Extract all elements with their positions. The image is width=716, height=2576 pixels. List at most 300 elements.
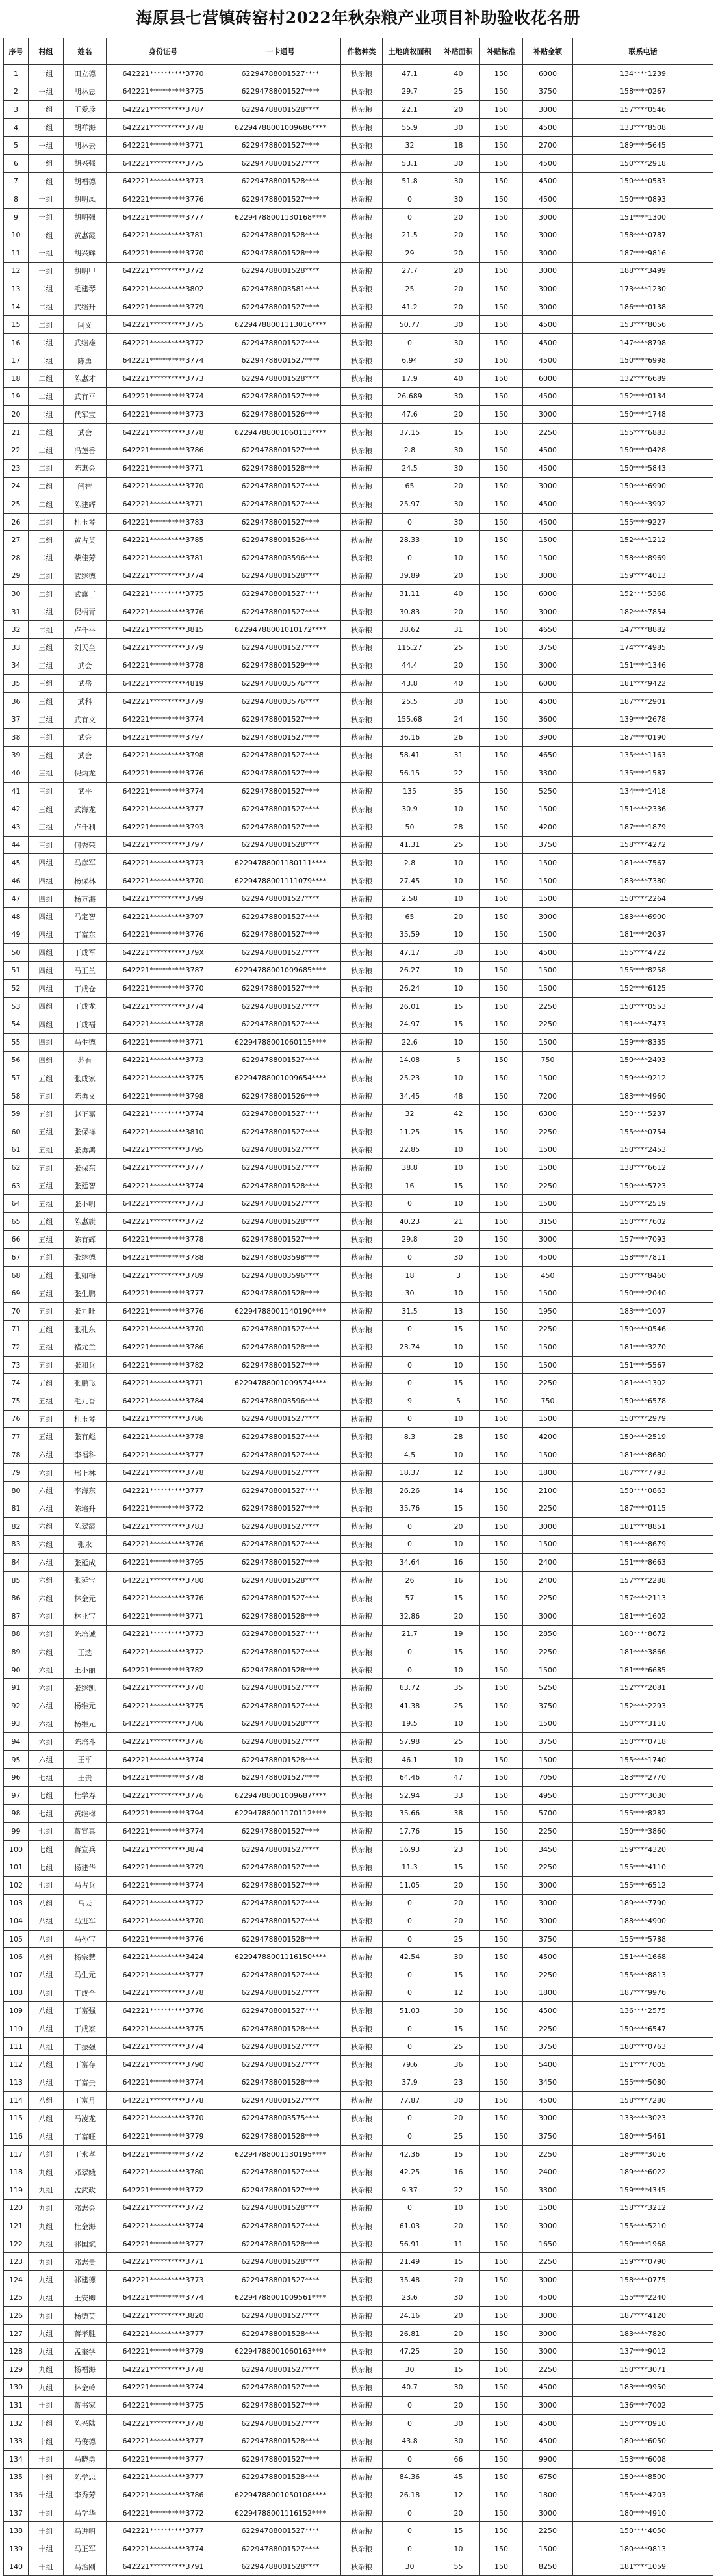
cell-card-number: 62294788001527**** bbox=[220, 441, 341, 460]
cell-land-area: 57 bbox=[383, 1589, 437, 1607]
cell-subsidy-amount: 4500 bbox=[523, 333, 573, 352]
cell-subsidy-standard: 150 bbox=[480, 83, 523, 101]
cell-subsidy-amount: 7200 bbox=[523, 1087, 573, 1105]
cell-card-number: 62294788001180111**** bbox=[220, 854, 341, 872]
cell-group: 二组 bbox=[29, 387, 64, 406]
cell-subsidy-area: 30 bbox=[437, 2002, 480, 2020]
cell-seq: 98 bbox=[4, 1804, 29, 1823]
cell-group: 四组 bbox=[29, 997, 64, 1015]
cell-subsidy-amount: 3000 bbox=[523, 1607, 573, 1626]
cell-subsidy-standard: 150 bbox=[480, 1015, 523, 1034]
cell-crop-type: 秋杂粮 bbox=[341, 2163, 383, 2181]
table-row bbox=[4, 298, 713, 316]
cell-id-number: 642221**********3788 bbox=[107, 1249, 220, 1267]
cell-name: 丁富东 bbox=[64, 926, 107, 944]
cell-subsidy-standard: 150 bbox=[480, 1141, 523, 1159]
cell-subsidy-standard: 150 bbox=[480, 907, 523, 926]
cell-land-area: 56.91 bbox=[383, 2235, 437, 2253]
cell-land-area: 79.6 bbox=[383, 2055, 437, 2074]
cell-card-number: 62294788001527**** bbox=[220, 2414, 341, 2432]
cell-subsidy-standard: 150 bbox=[480, 2092, 523, 2110]
cell-land-area: 18.37 bbox=[383, 1464, 437, 1482]
cell-card-number: 62294788001527**** bbox=[220, 764, 341, 783]
cell-subsidy-amount: 1500 bbox=[523, 1535, 573, 1554]
table-row bbox=[4, 2307, 713, 2325]
cell-card-number: 62294788001526**** bbox=[220, 406, 341, 424]
cell-subsidy-area: 25 bbox=[437, 1697, 480, 1715]
cell-id-number: 642221**********3775 bbox=[107, 2397, 220, 2415]
cell-subsidy-amount: 1500 bbox=[523, 2199, 573, 2217]
cell-subsidy-standard: 150 bbox=[480, 1302, 523, 1320]
cell-name: 黄惠霞 bbox=[64, 226, 107, 244]
table-row bbox=[4, 1697, 713, 1715]
cell-subsidy-area: 30 bbox=[437, 2378, 480, 2397]
cell-subsidy-standard: 150 bbox=[480, 154, 523, 172]
cell-subsidy-area: 12 bbox=[437, 1984, 480, 2002]
table-row bbox=[4, 2038, 713, 2056]
table-row bbox=[4, 585, 713, 603]
cell-land-area: 0 bbox=[383, 2504, 437, 2522]
cell-subsidy-standard: 150 bbox=[480, 746, 523, 764]
cell-subsidy-area: 15 bbox=[437, 1823, 480, 1841]
cell-seq: 89 bbox=[4, 1643, 29, 1661]
cell-land-area: 30 bbox=[383, 2558, 437, 2576]
cell-subsidy-area: 48 bbox=[437, 1087, 480, 1105]
cell-land-area: 0 bbox=[383, 2199, 437, 2217]
cell-crop-type: 秋杂粮 bbox=[341, 1571, 383, 1589]
cell-land-area: 35.48 bbox=[383, 2271, 437, 2289]
cell-crop-type: 秋杂粮 bbox=[341, 1159, 383, 1177]
cell-crop-type: 秋杂粮 bbox=[341, 352, 383, 370]
cell-group: 二组 bbox=[29, 333, 64, 352]
cell-phone: 150****2519 bbox=[573, 1195, 713, 1213]
cell-card-number: 62294788003598**** bbox=[220, 1249, 341, 1267]
cell-seq: 30 bbox=[4, 585, 29, 603]
cell-crop-type: 秋杂粮 bbox=[341, 333, 383, 352]
cell-crop-type: 秋杂粮 bbox=[341, 1750, 383, 1769]
cell-subsidy-amount: 750 bbox=[523, 1051, 573, 1069]
cell-crop-type: 秋杂粮 bbox=[341, 1464, 383, 1482]
cell-land-area: 25.23 bbox=[383, 1069, 437, 1087]
cell-card-number: 62294788001527**** bbox=[220, 944, 341, 962]
cell-id-number: 642221**********3774 bbox=[107, 2378, 220, 2397]
cell-group: 十组 bbox=[29, 2486, 64, 2504]
cell-id-number: 642221**********3776 bbox=[107, 1733, 220, 1751]
cell-subsidy-standard: 150 bbox=[480, 1356, 523, 1374]
cell-subsidy-area: 15 bbox=[437, 2361, 480, 2379]
cell-crop-type: 秋杂粮 bbox=[341, 2271, 383, 2289]
cell-subsidy-area: 23 bbox=[437, 1840, 480, 1858]
table-row bbox=[4, 2522, 713, 2540]
cell-group: 八组 bbox=[29, 1912, 64, 1931]
cell-id-number: 642221**********3777 bbox=[107, 208, 220, 226]
cell-subsidy-amount: 1500 bbox=[523, 1338, 573, 1357]
cell-seq: 33 bbox=[4, 639, 29, 657]
cell-subsidy-area: 19 bbox=[437, 1625, 480, 1643]
cell-land-area: 34.64 bbox=[383, 1554, 437, 1572]
cell-land-area: 9 bbox=[383, 1392, 437, 1410]
cell-land-area: 11.25 bbox=[383, 1123, 437, 1141]
cell-subsidy-standard: 150 bbox=[480, 1643, 523, 1661]
cell-subsidy-standard: 150 bbox=[480, 1769, 523, 1787]
cell-name: 丁富存 bbox=[64, 2055, 107, 2074]
table-row bbox=[4, 65, 713, 83]
cell-crop-type: 秋杂粮 bbox=[341, 1804, 383, 1823]
cell-card-number: 62294788001528**** bbox=[220, 836, 341, 854]
cell-seq: 44 bbox=[4, 836, 29, 854]
cell-subsidy-standard: 150 bbox=[480, 1948, 523, 1966]
cell-phone: 150****2519 bbox=[573, 1428, 713, 1446]
cell-subsidy-area: 10 bbox=[437, 800, 480, 818]
cell-subsidy-standard: 150 bbox=[480, 2271, 523, 2289]
cell-subsidy-amount: 3000 bbox=[523, 262, 573, 280]
cell-subsidy-area: 10 bbox=[437, 1535, 480, 1554]
cell-group: 四组 bbox=[29, 890, 64, 908]
cell-land-area: 0 bbox=[383, 1374, 437, 1392]
cell-group: 五组 bbox=[29, 1177, 64, 1195]
cell-phone: 150****5843 bbox=[573, 460, 713, 478]
cell-group: 三组 bbox=[29, 710, 64, 729]
cell-subsidy-standard: 150 bbox=[480, 1123, 523, 1141]
cell-subsidy-standard: 150 bbox=[480, 836, 523, 854]
cell-group: 三组 bbox=[29, 764, 64, 783]
cell-phone: 181****3270 bbox=[573, 1338, 713, 1357]
cell-subsidy-standard: 150 bbox=[480, 1320, 523, 1338]
cell-subsidy-area: 10 bbox=[437, 1141, 480, 1159]
cell-card-number: 62294788001527**** bbox=[220, 495, 341, 514]
cell-phone: 150****0863 bbox=[573, 1481, 713, 1500]
cell-card-number: 62294788001060115**** bbox=[220, 1034, 341, 1052]
cell-group: 九组 bbox=[29, 2235, 64, 2253]
cell-subsidy-standard: 150 bbox=[480, 1159, 523, 1177]
cell-phone: 180****5461 bbox=[573, 2127, 713, 2146]
cell-group: 四组 bbox=[29, 1051, 64, 1069]
table-row bbox=[4, 2092, 713, 2110]
table-row bbox=[4, 495, 713, 514]
cell-subsidy-amount: 1500 bbox=[523, 1356, 573, 1374]
cell-name: 马凌龙 bbox=[64, 2109, 107, 2127]
cell-id-number: 642221**********3776 bbox=[107, 926, 220, 944]
cell-group: 五组 bbox=[29, 1410, 64, 1428]
cell-id-number: 642221**********3772 bbox=[107, 262, 220, 280]
cell-subsidy-standard: 150 bbox=[480, 1589, 523, 1607]
table-row bbox=[4, 961, 713, 980]
cell-land-area: 30.9 bbox=[383, 800, 437, 818]
cell-seq: 55 bbox=[4, 1034, 29, 1052]
cell-card-number: 62294788001527**** bbox=[220, 1679, 341, 1697]
cell-card-number: 62294788001527**** bbox=[220, 1500, 341, 1518]
cell-card-number: 62294788001527**** bbox=[220, 926, 341, 944]
cell-subsidy-amount: 2250 bbox=[523, 1320, 573, 1338]
cell-seq: 107 bbox=[4, 1966, 29, 1984]
cell-land-area: 25 bbox=[383, 280, 437, 298]
cell-seq: 85 bbox=[4, 1571, 29, 1589]
cell-group: 七组 bbox=[29, 1858, 64, 1877]
cell-card-number: 62294788001528**** bbox=[220, 1284, 341, 1303]
cell-subsidy-amount: 4500 bbox=[523, 118, 573, 137]
cell-group: 八组 bbox=[29, 2038, 64, 2056]
cell-phone: 152****2081 bbox=[573, 1679, 713, 1697]
cell-subsidy-area: 30 bbox=[437, 2414, 480, 2432]
cell-subsidy-standard: 150 bbox=[480, 1428, 523, 1446]
cell-subsidy-amount: 1500 bbox=[523, 1159, 573, 1177]
cell-land-area: 41.31 bbox=[383, 836, 437, 854]
cell-group: 八组 bbox=[29, 1948, 64, 1966]
cell-group: 一组 bbox=[29, 118, 64, 137]
cell-subsidy-standard: 150 bbox=[480, 1912, 523, 1931]
cell-group: 五组 bbox=[29, 1069, 64, 1087]
cell-land-area: 47.1 bbox=[383, 65, 437, 83]
cell-subsidy-amount: 3750 bbox=[523, 836, 573, 854]
cell-land-area: 0 bbox=[383, 2450, 437, 2468]
table-row bbox=[4, 1733, 713, 1751]
cell-seq: 117 bbox=[4, 2145, 29, 2163]
cell-id-number: 642221**********3774 bbox=[107, 387, 220, 406]
cell-id-number: 642221**********3778 bbox=[107, 2092, 220, 2110]
cell-subsidy-amount: 6000 bbox=[523, 585, 573, 603]
cell-phone: 151****1668 bbox=[573, 1948, 713, 1966]
cell-seq: 21 bbox=[4, 423, 29, 441]
cell-name: 武继升 bbox=[64, 298, 107, 316]
cell-land-area: 43.8 bbox=[383, 675, 437, 693]
cell-name: 张鹏飞 bbox=[64, 1374, 107, 1392]
table-row bbox=[4, 460, 713, 478]
cell-subsidy-amount: 2250 bbox=[523, 2361, 573, 2379]
table-row bbox=[4, 2378, 713, 2397]
cell-subsidy-area: 15 bbox=[437, 1966, 480, 1984]
table-row bbox=[4, 2486, 713, 2504]
cell-id-number: 642221**********3799 bbox=[107, 890, 220, 908]
cell-crop-type: 秋杂粮 bbox=[341, 2343, 383, 2361]
cell-subsidy-amount: 3000 bbox=[523, 226, 573, 244]
cell-subsidy-standard: 150 bbox=[480, 1034, 523, 1052]
cell-seq: 92 bbox=[4, 1697, 29, 1715]
cell-card-number: 62294788001528**** bbox=[220, 2253, 341, 2271]
cell-seq: 78 bbox=[4, 1446, 29, 1464]
cell-phone: 181****1602 bbox=[573, 1607, 713, 1626]
cell-seq: 49 bbox=[4, 926, 29, 944]
table-row bbox=[4, 1858, 713, 1877]
cell-subsidy-amount: 4500 bbox=[523, 2432, 573, 2451]
cell-group: 五组 bbox=[29, 1249, 64, 1267]
cell-crop-type: 秋杂粮 bbox=[341, 907, 383, 926]
cell-subsidy-standard: 150 bbox=[480, 1625, 523, 1643]
cell-name: 武海龙 bbox=[64, 800, 107, 818]
cell-card-number: 62294788001527**** bbox=[220, 818, 341, 836]
cell-subsidy-standard: 150 bbox=[480, 1177, 523, 1195]
table-row bbox=[4, 675, 713, 693]
cell-subsidy-standard: 150 bbox=[480, 406, 523, 424]
cell-land-area: 0 bbox=[383, 1356, 437, 1374]
cell-card-number: 62294788001527**** bbox=[220, 1984, 341, 2002]
cell-subsidy-area: 10 bbox=[437, 926, 480, 944]
cell-group: 三组 bbox=[29, 818, 64, 836]
cell-seq: 103 bbox=[4, 1894, 29, 1912]
cell-crop-type: 秋杂粮 bbox=[341, 477, 383, 495]
cell-id-number: 642221**********3773 bbox=[107, 1195, 220, 1213]
cell-land-area: 135 bbox=[383, 782, 437, 800]
cell-land-area: 0 bbox=[383, 1894, 437, 1912]
cell-seq: 53 bbox=[4, 997, 29, 1015]
cell-phone: 158****8969 bbox=[573, 549, 713, 567]
cell-subsidy-amount: 4500 bbox=[523, 495, 573, 514]
cell-subsidy-amount: 2250 bbox=[523, 2145, 573, 2163]
table-row bbox=[4, 2432, 713, 2451]
cell-phone: 150****0553 bbox=[573, 997, 713, 1015]
cell-subsidy-standard: 150 bbox=[480, 2181, 523, 2200]
cell-subsidy-area: 10 bbox=[437, 531, 480, 549]
cell-subsidy-area: 30 bbox=[437, 172, 480, 190]
cell-phone: 181****8851 bbox=[573, 1518, 713, 1536]
table-row bbox=[4, 818, 713, 836]
cell-subsidy-area: 25 bbox=[437, 2038, 480, 2056]
table-row bbox=[4, 997, 713, 1015]
cell-group: 七组 bbox=[29, 1769, 64, 1787]
cell-subsidy-standard: 150 bbox=[480, 1679, 523, 1697]
cell-phone: 150****2040 bbox=[573, 1284, 713, 1303]
cell-land-area: 40.7 bbox=[383, 2378, 437, 2397]
cell-card-number: 62294788001526**** bbox=[220, 1087, 341, 1105]
cell-card-number: 62294788001527**** bbox=[220, 782, 341, 800]
cell-phone: 150****2493 bbox=[573, 1051, 713, 1069]
cell-group: 九组 bbox=[29, 2361, 64, 2379]
cell-card-number: 62294788001528**** bbox=[220, 1750, 341, 1769]
cell-crop-type: 秋杂粮 bbox=[341, 1284, 383, 1303]
cell-card-number: 62294788001528**** bbox=[220, 2468, 341, 2486]
cell-land-area: 55.9 bbox=[383, 118, 437, 137]
table-row bbox=[4, 1571, 713, 1589]
cell-crop-type: 秋杂粮 bbox=[341, 262, 383, 280]
cell-crop-type: 秋杂粮 bbox=[341, 441, 383, 460]
cell-crop-type: 秋杂粮 bbox=[341, 1984, 383, 2002]
cell-id-number: 642221**********3786 bbox=[107, 2486, 220, 2504]
cell-seq: 7 bbox=[4, 172, 29, 190]
cell-id-number: 642221**********3776 bbox=[107, 1589, 220, 1607]
cell-id-number: 642221**********3797 bbox=[107, 836, 220, 854]
cell-crop-type: 秋杂粮 bbox=[341, 1069, 383, 1087]
cell-group: 七组 bbox=[29, 1823, 64, 1841]
cell-card-number: 62294788001170112**** bbox=[220, 1804, 341, 1823]
table-row bbox=[4, 872, 713, 890]
table-row bbox=[4, 1679, 713, 1697]
cell-id-number: 642221**********3777 bbox=[107, 1446, 220, 1464]
table-row bbox=[4, 83, 713, 101]
cell-id-number: 642221**********3781 bbox=[107, 226, 220, 244]
cell-subsidy-area: 10 bbox=[437, 549, 480, 567]
cell-card-number: 62294788001528**** bbox=[220, 2432, 341, 2451]
cell-id-number: 642221**********3777 bbox=[107, 2468, 220, 2486]
cell-card-number: 62294788001528**** bbox=[220, 2235, 341, 2253]
cell-seq: 40 bbox=[4, 764, 29, 783]
cell-phone: 150****3992 bbox=[573, 495, 713, 514]
cell-card-number: 62294788001527**** bbox=[220, 1966, 341, 1984]
cell-phone: 158****0787 bbox=[573, 226, 713, 244]
cell-name: 武平 bbox=[64, 782, 107, 800]
cell-subsidy-standard: 150 bbox=[480, 387, 523, 406]
cell-seq: 64 bbox=[4, 1195, 29, 1213]
cell-id-number: 642221**********3777 bbox=[107, 800, 220, 818]
table-row bbox=[4, 387, 713, 406]
cell-id-number: 642221**********3782 bbox=[107, 1356, 220, 1374]
cell-subsidy-amount: 1500 bbox=[523, 980, 573, 998]
cell-seq: 51 bbox=[4, 961, 29, 980]
table-row bbox=[4, 513, 713, 531]
cell-subsidy-area: 35 bbox=[437, 1679, 480, 1697]
cell-name: 马正军 bbox=[64, 2540, 107, 2558]
cell-seq: 31 bbox=[4, 603, 29, 621]
cell-land-area: 63.72 bbox=[383, 1679, 437, 1697]
cell-subsidy-standard: 150 bbox=[480, 2558, 523, 2576]
cell-subsidy-amount: 2250 bbox=[523, 997, 573, 1015]
cell-subsidy-area: 10 bbox=[437, 2199, 480, 2217]
cell-id-number: 642221**********3782 bbox=[107, 1661, 220, 1679]
table-row bbox=[4, 2002, 713, 2020]
cell-group: 一组 bbox=[29, 208, 64, 226]
cell-subsidy-area: 24 bbox=[437, 710, 480, 729]
cell-subsidy-area: 15 bbox=[437, 997, 480, 1015]
cell-subsidy-amount: 2250 bbox=[523, 2020, 573, 2038]
cell-name: 胡兴强 bbox=[64, 154, 107, 172]
table-row bbox=[4, 2181, 713, 2200]
cell-id-number: 642221**********3776 bbox=[107, 764, 220, 783]
cell-phone: 150****0718 bbox=[573, 1733, 713, 1751]
cell-crop-type: 秋杂粮 bbox=[341, 1410, 383, 1428]
cell-name: 张延成 bbox=[64, 1554, 107, 1572]
cell-name: 丁振强 bbox=[64, 2038, 107, 2056]
cell-group: 九组 bbox=[29, 2271, 64, 2289]
cell-name: 杜玉琴 bbox=[64, 1410, 107, 1428]
cell-card-number: 62294788003575**** bbox=[220, 2109, 341, 2127]
cell-id-number: 642221**********3781 bbox=[107, 549, 220, 567]
cell-subsidy-amount: 3450 bbox=[523, 2074, 573, 2092]
cell-land-area: 11.05 bbox=[383, 1876, 437, 1894]
cell-card-number: 62294788001528**** bbox=[220, 262, 341, 280]
cell-seq: 100 bbox=[4, 1840, 29, 1858]
cell-name: 王选 bbox=[64, 1643, 107, 1661]
cell-id-number: 642221**********3774 bbox=[107, 2217, 220, 2235]
cell-crop-type: 秋杂粮 bbox=[341, 1195, 383, 1213]
cell-subsidy-area: 10 bbox=[437, 854, 480, 872]
cell-crop-type: 秋杂粮 bbox=[341, 423, 383, 441]
cell-subsidy-standard: 150 bbox=[480, 1554, 523, 1572]
cell-seq: 139 bbox=[4, 2540, 29, 2558]
cell-name: 孟武政 bbox=[64, 2181, 107, 2200]
cell-subsidy-standard: 150 bbox=[480, 208, 523, 226]
cell-phone: 151****8679 bbox=[573, 1535, 713, 1554]
cell-name: 杜玉琴 bbox=[64, 513, 107, 531]
cell-id-number: 642221**********3789 bbox=[107, 1266, 220, 1284]
cell-name: 邓志贵 bbox=[64, 2253, 107, 2271]
cell-id-number: 642221**********3778 bbox=[107, 1230, 220, 1249]
cell-id-number: 642221**********3773 bbox=[107, 1051, 220, 1069]
table-row bbox=[4, 1643, 713, 1661]
cell-crop-type: 秋杂粮 bbox=[341, 1589, 383, 1607]
table-row bbox=[4, 836, 713, 854]
cell-subsidy-standard: 150 bbox=[480, 1230, 523, 1249]
cell-subsidy-standard: 150 bbox=[480, 2002, 523, 2020]
cell-subsidy-area: 30 bbox=[437, 692, 480, 710]
cell-subsidy-amount: 1500 bbox=[523, 961, 573, 980]
cell-subsidy-area: 40 bbox=[437, 370, 480, 388]
cell-group: 七组 bbox=[29, 1876, 64, 1894]
cell-id-number: 642221**********3791 bbox=[107, 2558, 220, 2576]
cell-subsidy-standard: 150 bbox=[480, 2468, 523, 2486]
cell-id-number: 642221**********3770 bbox=[107, 1679, 220, 1697]
cell-seq: 54 bbox=[4, 1015, 29, 1034]
cell-subsidy-area: 33 bbox=[437, 1787, 480, 1805]
cell-crop-type: 秋杂粮 bbox=[341, 710, 383, 729]
cell-land-area: 30 bbox=[383, 1284, 437, 1303]
